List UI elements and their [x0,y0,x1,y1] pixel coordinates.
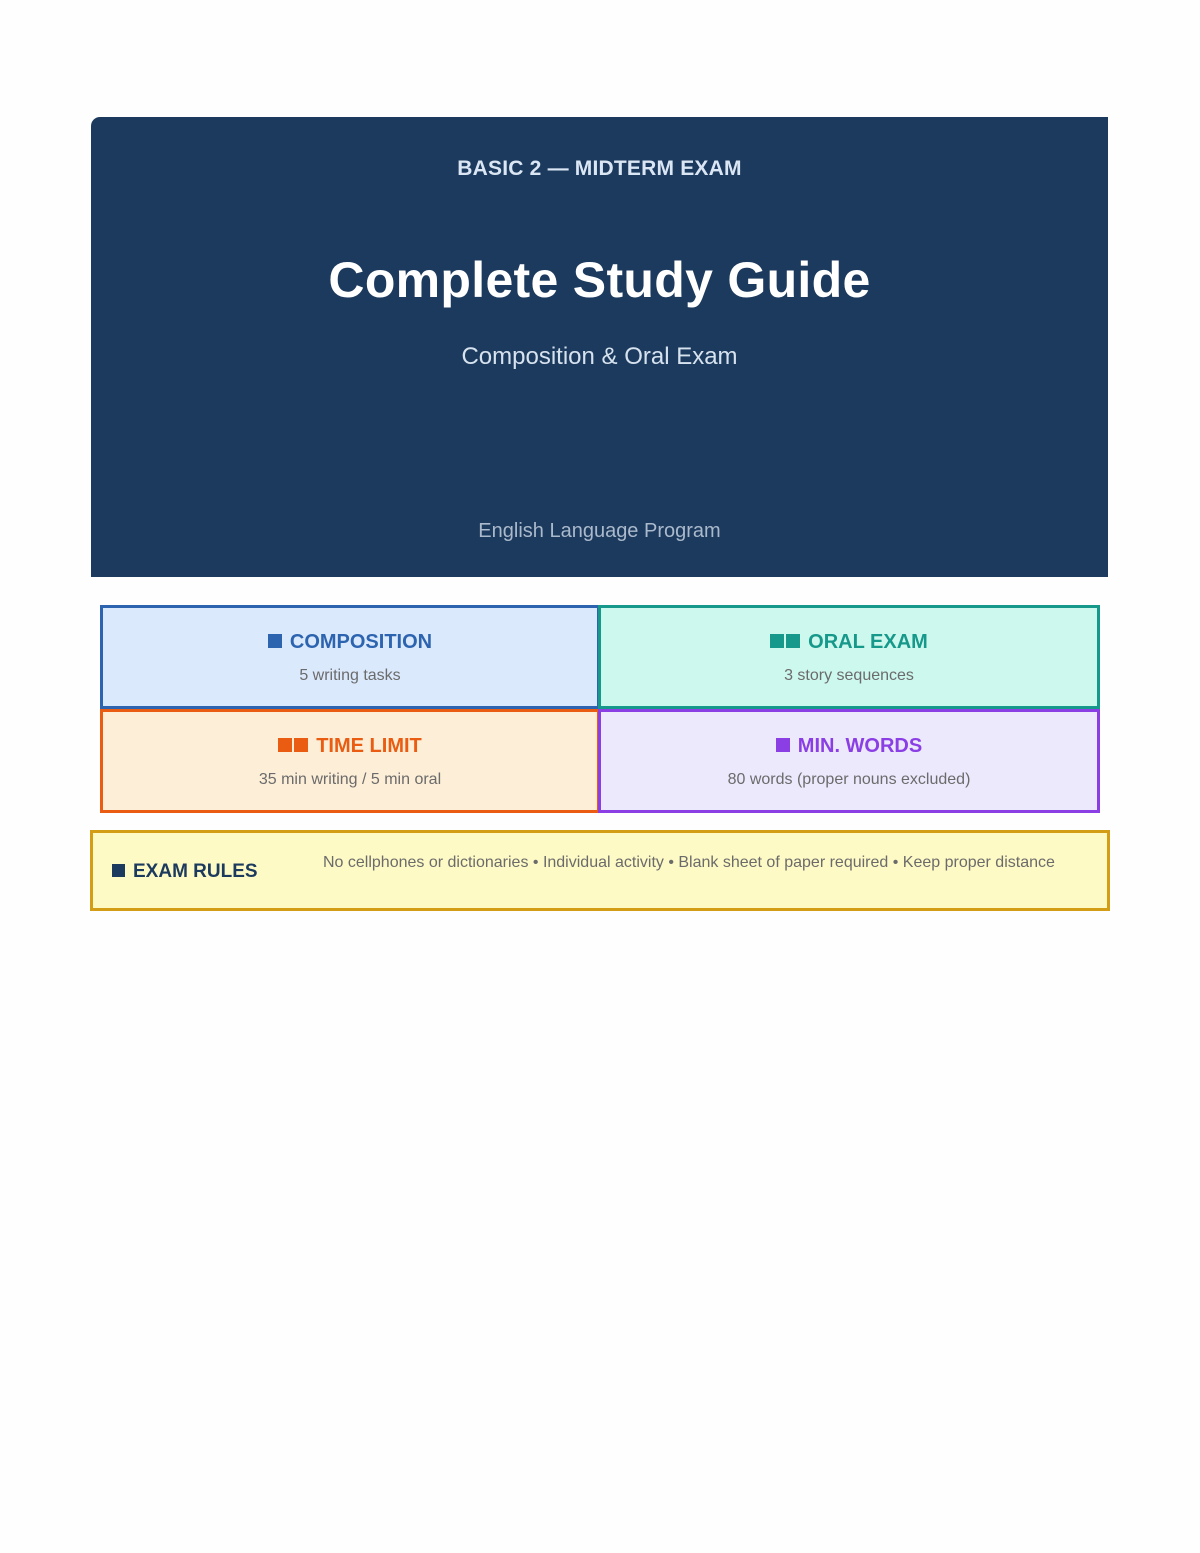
square-icon [112,861,127,882]
exam-kicker: BASIC 2 — MIDTERM EXAM [457,157,742,180]
exam-rules-box [90,830,1110,911]
min-words-card [598,709,1100,813]
time-limit-detail: 35 min writing / 5 min oral [258,771,442,788]
min-words-heading [601,735,1097,758]
composition-heading [103,631,597,654]
page-subtitle: Composition & Oral Exam [461,343,738,370]
time-limit-heading [103,735,597,758]
oral-exam-title: ORAL EXAM [808,631,928,653]
oral-exam-detail: 3 story sequences [784,667,914,684]
composition-card [100,605,600,709]
double-square-icon [770,631,802,653]
square-icon [268,631,284,653]
time-limit-title: TIME LIMIT [316,735,422,757]
program-name: English Language Program [478,520,721,542]
exam-summary-grid [100,605,1100,813]
page-title: Complete Study Guide [328,252,871,308]
oral-exam-heading [601,631,1097,654]
exam-rules-heading [112,861,258,883]
double-square-icon [278,735,310,757]
min-words-detail: 80 words (proper nouns excluded) [727,771,971,788]
min-words-title: MIN. WORDS [797,735,923,757]
composition-title: COMPOSITION [289,631,433,653]
title-banner [91,117,1108,577]
square-icon [776,735,792,757]
exam-rules-text: No cellphones or dictionaries • Individual activity • Blank sheet of paper required • Keep proper distance [323,854,1055,871]
oral-exam-card [598,605,1100,709]
exam-rules-label: EXAM RULES [133,861,258,882]
time-limit-card [100,709,600,813]
composition-detail: 5 writing tasks [299,667,401,684]
